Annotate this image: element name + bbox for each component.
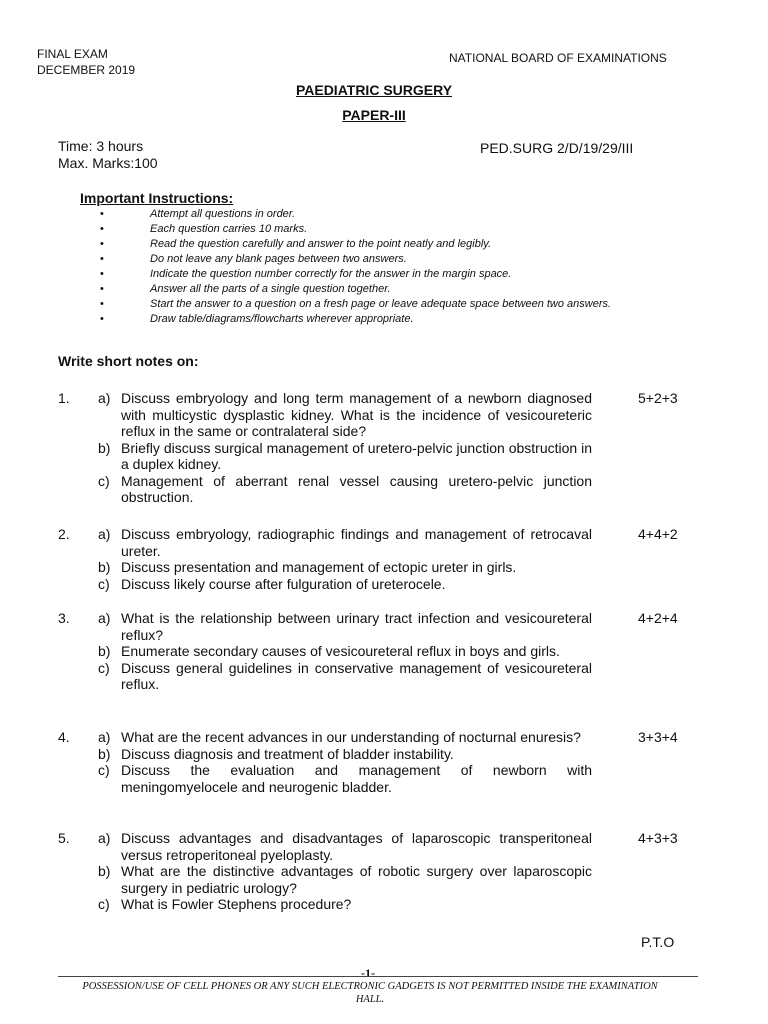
instruction-item: • Attempt all questions in order. [100, 208, 296, 220]
question-part: c) Discuss likely course after fulguration of ureterocele. [98, 575, 446, 592]
instructions-heading: Important Instructions: [80, 190, 234, 206]
exam-session: DECEMBER 2019 [37, 63, 136, 77]
instruction-item: • Each question carries 10 marks. [100, 223, 308, 235]
bullet-icon: • [100, 298, 104, 310]
bullet-icon: • [100, 283, 104, 295]
exam-meta [58, 138, 158, 172]
instructions-list [100, 208, 660, 328]
footer-notice: POSSESSION/USE OF CELL PHONES OR ANY SUCH ELECTRONIC GADGETS IS NOT PERMITTED INSIDE THE EXAMINATION HALL. [82, 981, 658, 1005]
paper-code: PED.SURG 2/D/19/29/III [480, 140, 634, 156]
question-part: c) Management of aberrant renal vessel causing uretero-pelvic junction obstruction. [98, 472, 592, 505]
question-number: 1. [58, 390, 70, 406]
section-heading: Write short notes on: [58, 353, 199, 369]
instruction-item: • Read the question carefully and answer to the point neatly and legibly. [100, 238, 492, 250]
footer-divider [58, 976, 698, 977]
question-number: 5. [58, 830, 70, 846]
instruction-item: • Start the answer to a question on a fresh page or leave adequate space between two answers. [100, 298, 612, 310]
question-part: b) Enumerate secondary causes of vesicoureteral reflux in boys and girls. [98, 643, 560, 659]
question-parts [98, 830, 592, 913]
board-name: NATIONAL BOARD OF EXAMINATIONS [449, 51, 667, 65]
paper-title: PAPER-III [342, 107, 406, 123]
question-number: 4. [58, 729, 70, 745]
question-part: c) Discuss the evaluation and management of newborn with meningomyelocele and neurogenic bladder. [98, 762, 592, 795]
exam-time: Time: 3 hours [58, 138, 144, 154]
question-parts [98, 390, 592, 506]
instruction-item: • Indicate the question number correctly for the answer in the margin space. [100, 268, 512, 280]
exam-max-marks: Max. Marks:100 [58, 155, 158, 171]
question-marks: 3+3+4 [638, 729, 678, 745]
question-part: b) Briefly discuss surgical management of uretero-pelvic junction obstruction in a duplex kidney. [98, 439, 592, 472]
instruction-item: • Draw table/diagrams/flowcharts wherever appropriate. [100, 313, 414, 325]
question-part: b) What are the distinctive advantages of robotic surgery over laparoscopic surgery in pediatric urology? [98, 863, 592, 896]
question-marks: 5+2+3 [638, 390, 678, 406]
bullet-icon: • [100, 208, 104, 220]
exam-label: FINAL EXAM [37, 47, 108, 61]
page-number: -1- [361, 966, 375, 980]
question-part: c) Discuss general guidelines in conservative management of vesicoureteral reflux. [98, 659, 592, 692]
question-part: a) Discuss advantages and disadvantages of laparoscopic transperitoneal versus retroperitoneal pyeloplasty. [98, 830, 592, 863]
question-parts [98, 610, 592, 693]
subject-title: PAEDIATRIC SURGERY [295, 82, 453, 98]
question-parts [98, 526, 592, 592]
instruction-item: • Answer all the parts of a single question together. [100, 283, 391, 295]
question-marks: 4+3+3 [638, 830, 678, 846]
question-marks: 4+4+2 [638, 526, 678, 542]
question-part: a) Discuss embryology, radiographic findings and management of retrocaval ureter. [98, 526, 592, 559]
question-part: b) Discuss presentation and management of ectopic ureter in girls. [98, 559, 517, 575]
instruction-item: • Do not leave any blank pages between two answers. [100, 253, 407, 265]
question-number: 2. [58, 526, 70, 542]
question-marks: 4+2+4 [638, 610, 678, 626]
please-turn-over: P.T.O [641, 934, 675, 950]
bullet-icon: • [100, 268, 104, 280]
question-number: 3. [58, 610, 70, 626]
bullet-icon: • [100, 313, 104, 325]
bullet-icon: • [100, 223, 104, 235]
question-parts [98, 729, 592, 795]
question-part: a) What is the relationship between urinary tract infection and vesicoureteral reflux? [98, 610, 592, 643]
bullet-icon: • [100, 238, 104, 250]
question-part: b) Discuss diagnosis and treatment of bladder instability. [98, 745, 454, 762]
question-part: a) Discuss embryology and long term management of a newborn diagnosed with multicystic dysplastic kidney. What is the incidence of vesicoureteric reflux in the same or contralateral side? [98, 390, 592, 439]
bullet-icon: • [100, 253, 104, 265]
question-part: a) What are the recent advances in our understanding of nocturnal enuresis? [98, 729, 581, 745]
exam-header-left [37, 46, 135, 78]
question-part: c) What is Fowler Stephens procedure? [98, 896, 352, 912]
